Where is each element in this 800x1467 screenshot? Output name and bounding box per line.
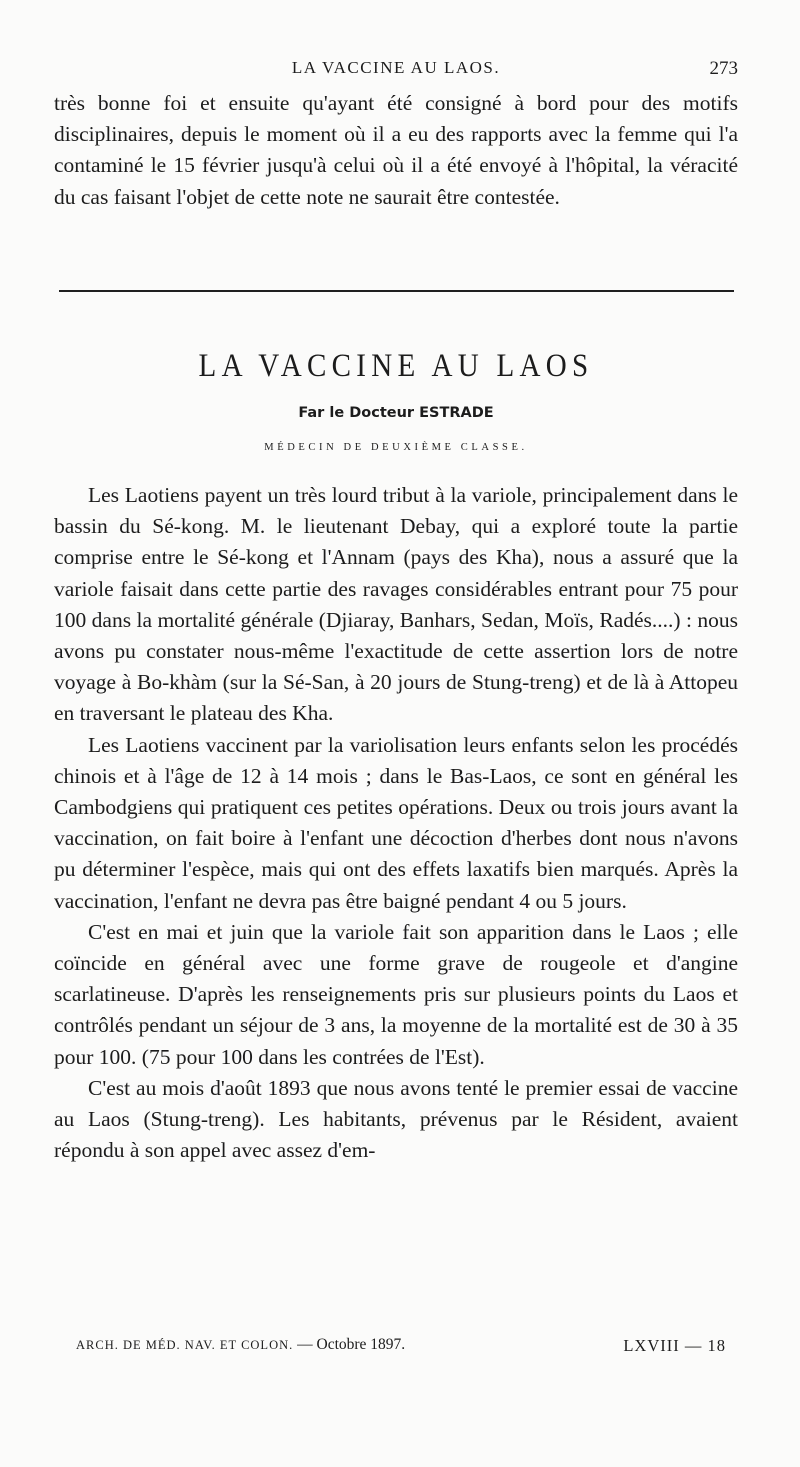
body-paragraph-4: C'est au mois d'août 1893 que nous avons tenté le premier essai de vaccine au Laos (Stung-treng). Les habitants, prévenus par le Résident, avaient répondu à son appel avec assez d'em- bbox=[54, 1075, 738, 1163]
footer-journal: ARCH. DE MÉD. NAV. ET COLON. bbox=[76, 1338, 294, 1352]
running-title: LA VACCINE AU LAOS. bbox=[291, 58, 501, 77]
page-number: 273 bbox=[709, 58, 738, 79]
page-footer bbox=[76, 1336, 726, 1360]
body-paragraph-3: C'est en mai et juin que la variole fait son apparition dans le Laos ; elle coïncide en général avec une forme grave de rougeole et d'angine scarlatineuse. D'après les renseignements pris sur plusieurs points du Laos et contrôlés pendant un séjour de 3 ans, la moyenne de la mortalité est de 30 à 35 pour 100. (75 pour 100 dans les contrées de l'Est). bbox=[54, 919, 738, 1069]
body-paragraph-1: Les Laotiens payent un très lourd tribut à la variole, principalement dans le bassin du Sé-kong. M. le lieutenant Debay, qui a exploré toute la partie comprise entre le Sé-kong et l'Annam (pays des Kha), nous a assuré que la variole faisait dans cette partie des ravages considérables entrant pour 75 pour 100 dans la mortalité générale (Djiaray, Banhars, Sedan, Moïs, Radés....) : nous avons pu constater nous-même l'exactitude de cette assertion lors de notre voyage à Bo-khàm (sur la Sé-San, à 20 jours de Stung-treng) et de là à Attopeu en traversant le plateau des Kha. bbox=[54, 483, 738, 726]
continuation-block bbox=[54, 88, 738, 213]
body-paragraph-2: Les Laotiens vaccinent par la variolisation leurs enfants selon les procédés chinois et à l'âge de 12 à 14 mois ; dans le Bas-Laos, ce sont en général les Cambodgiens qui pratiquent ces petites opérations. Deux ou trois jours avant la vaccination, on fait boire à l'enfant une décoction d'herbes dont nous n'avons pu déterminer l'espèce, mais qui ont des effets laxatifs bien marqués. Après la vaccination, l'enfant ne devra pas être baigné pendant 4 ou 5 jours. bbox=[54, 732, 738, 913]
continuation-paragraph: très bonne foi et ensuite qu'ayant été consigné à bord pour des motifs disciplinaires, depuis le moment où il a eu des rapports avec la femme qui l'a contaminé le 15 février jusqu'à celui où il a été envoyé à l'hôpital, la véracité du cas faisant l'objet de cette note ne saurait être contestée. bbox=[54, 91, 738, 209]
footer-date: Octobre 1897. bbox=[316, 1336, 406, 1353]
article-byline: Far le Docteur ESTRADE bbox=[298, 405, 494, 421]
footer-separator: — bbox=[297, 1336, 313, 1353]
section-divider bbox=[59, 290, 734, 292]
author-role: MÉDECIN DE DEUXIÈME CLASSE. bbox=[264, 442, 528, 453]
footer-volume: LXVIII — 18 bbox=[623, 1336, 726, 1355]
article-body bbox=[54, 480, 738, 1166]
footer-source bbox=[76, 1336, 405, 1354]
running-head bbox=[54, 58, 738, 84]
article-title: LA VACCINE AU LAOS bbox=[198, 348, 594, 384]
